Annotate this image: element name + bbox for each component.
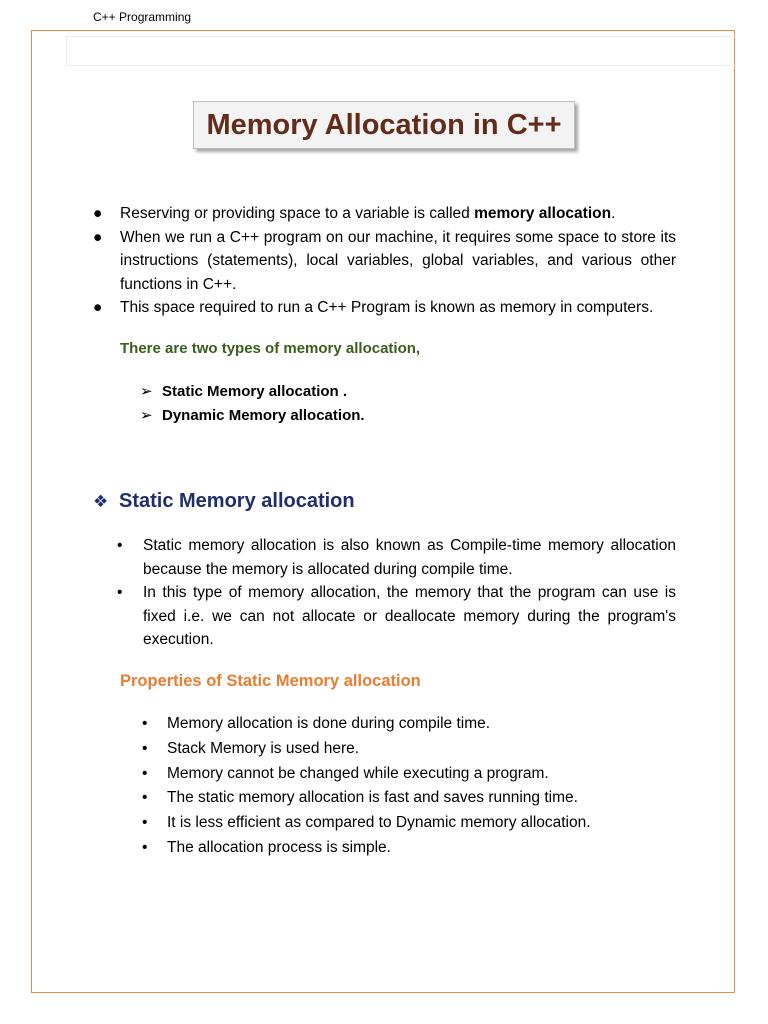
property-text: Stack Memory is used here. <box>167 739 360 757</box>
property-text: Memory allocation is done during compile time. <box>167 715 491 732</box>
properties-heading: Properties of Static Memory allocation <box>120 672 421 690</box>
bullet-bold-text: memory allocation <box>474 205 612 222</box>
bullet-icon: • <box>142 838 148 856</box>
property-text: Memory cannot be changed while executing a program. <box>167 764 549 782</box>
bullet-text: This space required to run a C++ Program is known as memory in computers. <box>120 299 654 316</box>
bullet-icon: • <box>142 739 148 757</box>
property-text: The allocation process is simple. <box>167 838 391 856</box>
properties-list <box>142 712 591 861</box>
types-heading: There are two types of memory allocation, <box>120 340 421 357</box>
header-rule <box>66 36 736 66</box>
bullet-icon: ● <box>93 228 103 246</box>
bullet-text: In this type of memory allocation, the memory that the program can use is fixed i.e. we can not allocate or deallocate memory during the program's execution. <box>143 584 676 648</box>
bullet-icon: ● <box>93 299 103 316</box>
bullet-icon: • <box>142 814 148 832</box>
bullet-text: Static memory allocation is also known as Compile-time memory allocation because the memory is allocated during compile time. <box>143 537 676 578</box>
title-box <box>193 101 575 149</box>
intro-bullet <box>93 226 676 297</box>
type-item-label: Static Memory allocation . <box>162 383 348 400</box>
property-item <box>142 786 591 811</box>
property-item <box>142 762 591 787</box>
property-text: The static memory allocation is fast and saves running time. <box>167 789 578 807</box>
type-item-label: Dynamic Memory allocation. <box>162 407 365 424</box>
section-bullet <box>117 581 676 652</box>
section-bullet-list <box>117 534 676 652</box>
property-item <box>142 712 591 737</box>
section-bullet <box>117 534 676 581</box>
type-item <box>140 404 365 428</box>
intro-bullet <box>93 202 676 226</box>
bullet-icon: • <box>142 764 148 782</box>
property-text: It is less efficient as compared to Dynamic memory allocation. <box>167 814 591 832</box>
bullet-text: Reserving or providing space to a variable is called <box>120 205 475 222</box>
bullet-icon: • <box>142 789 148 807</box>
arrow-bullet-icon: ➢ <box>140 383 153 400</box>
page-title: Memory Allocation in C++ <box>206 108 562 141</box>
types-list <box>140 380 365 428</box>
page-header: C++ Programming <box>93 10 192 24</box>
bullet-text: When we run a C++ program on our machine, it requires some space to store its instructions (statements), local variables, global variables, and various other functions in C++. <box>120 228 676 293</box>
intro-bullet-list <box>93 202 676 320</box>
property-item <box>142 836 591 861</box>
bullet-icon: ● <box>93 205 103 222</box>
property-item <box>142 811 591 836</box>
type-item <box>140 380 365 404</box>
property-item <box>142 737 591 762</box>
section-heading-label: Static Memory allocation <box>119 490 355 512</box>
bullet-icon: • <box>117 584 123 601</box>
bullet-icon: • <box>117 537 123 554</box>
bullet-icon: • <box>142 715 148 732</box>
bullet-text-end: . <box>611 205 616 222</box>
arrow-bullet-icon: ➢ <box>140 407 153 424</box>
diamond-bullet-icon: ❖ <box>93 491 109 511</box>
section-heading <box>93 490 355 513</box>
intro-bullet <box>93 296 676 320</box>
